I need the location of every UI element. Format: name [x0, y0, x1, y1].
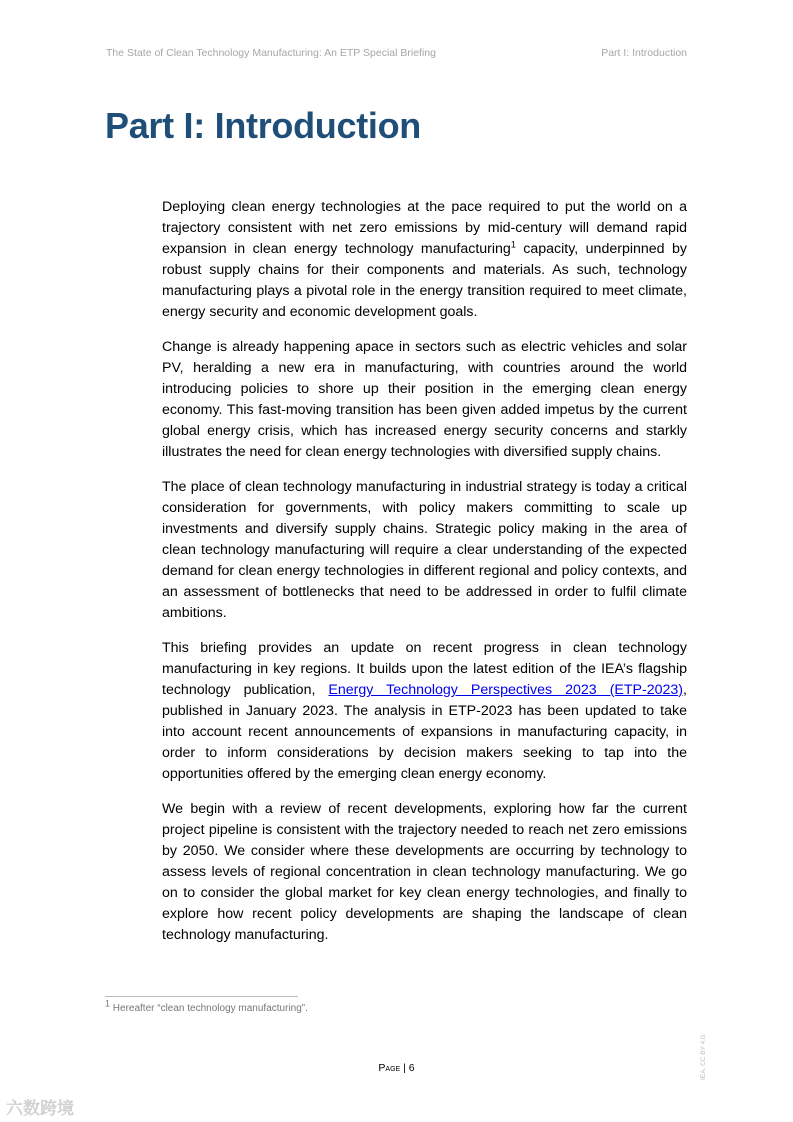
paragraph: Change is already happening apace in sectors such as electric vehicles and solar PV, heralding a new era in manufacturing, with countries around the world introducing policies to shore up their position in the emerging clean energy economy. This fast-moving transition has been given added impetus by the current global energy crisis, which has increased energy security concerns and starkly illustrates the need for clean energy technologies with diversified supply chains. [162, 339, 687, 460]
footnote-divider [105, 996, 298, 997]
page-number-value: 6 [408, 1062, 415, 1074]
footnote-number: 1 [105, 998, 111, 1009]
paragraph-text: capacity, underpinned by robust supply chains for their components and materials. As such, technology manufacturing plays a pivotal role in the energy transition required to meet climate, energy security and economic development goals. [162, 241, 687, 320]
paragraph-text: Deploying clean energy technologies at the pace required to put the world on a trajectory consistent with net zero emissions by mid-century will demand rapid expansion in clean energy technology manufacturing [162, 199, 687, 257]
page-separator: | [400, 1062, 409, 1074]
paragraph: We begin with a review of recent developments, exploring how far the current project pipeline is consistent with the trajectory needed to reach net zero emissions by 2050. We consider where these developments are occurring by technology to assess levels of regional concentration in clean technology manufacturing. We go on to consider the global market for key clean energy technologies, and finally to explore how recent policy developments are shaping the landscape of clean technology manufacturing. [162, 801, 687, 943]
footnote-text: Hereafter “clean technology manufacturing”. [110, 1003, 308, 1014]
paragraph-text: , published in January 2023. The analysis in ETP-2023 has been updated to take into account recent announcements of expansions in manufacturing capacity, in order to inform considerations by decision makers seeking to tap into the opportunities offered by the emerging clean energy economy. [162, 682, 687, 782]
watermark-logo: 六数跨境 [6, 1099, 74, 1118]
running-header-section: Part I: Introduction [601, 47, 687, 59]
page-label: Page [378, 1062, 401, 1074]
license-note: IEA. CC BY 4.0. [700, 1033, 707, 1080]
paragraph-text: This briefing provides an update on recent progress in clean technology manufacturing in key regions. It builds upon the latest edition of the IEA’s flagship technology publication, [162, 640, 687, 698]
footnote [105, 998, 308, 1014]
page-number [0, 1062, 793, 1074]
paragraph: The place of clean technology manufacturing in industrial strategy is today a critical consideration for governments, with policy makers committing to scale up investments and diversify supply chains. Strategic policy making in the area of clean technology manufacturing will require a clear understanding of the expected demand for clean energy technologies in different regional and policy contexts, and an assessment of bottlenecks that need to be addressed in order to fulfil climate ambitions. [162, 479, 687, 621]
running-header-title: The State of Clean Technology Manufacturing: An ETP Special Briefing [106, 47, 436, 59]
body-text [162, 197, 687, 960]
paragraph [162, 197, 687, 323]
page-title: Part I: Introduction [105, 105, 421, 146]
etp-2023-link[interactable]: Energy Technology Perspectives 2023 (ETP-2023) [328, 682, 684, 698]
footnote-ref[interactable]: 1 [510, 239, 516, 250]
paragraph [162, 638, 687, 785]
